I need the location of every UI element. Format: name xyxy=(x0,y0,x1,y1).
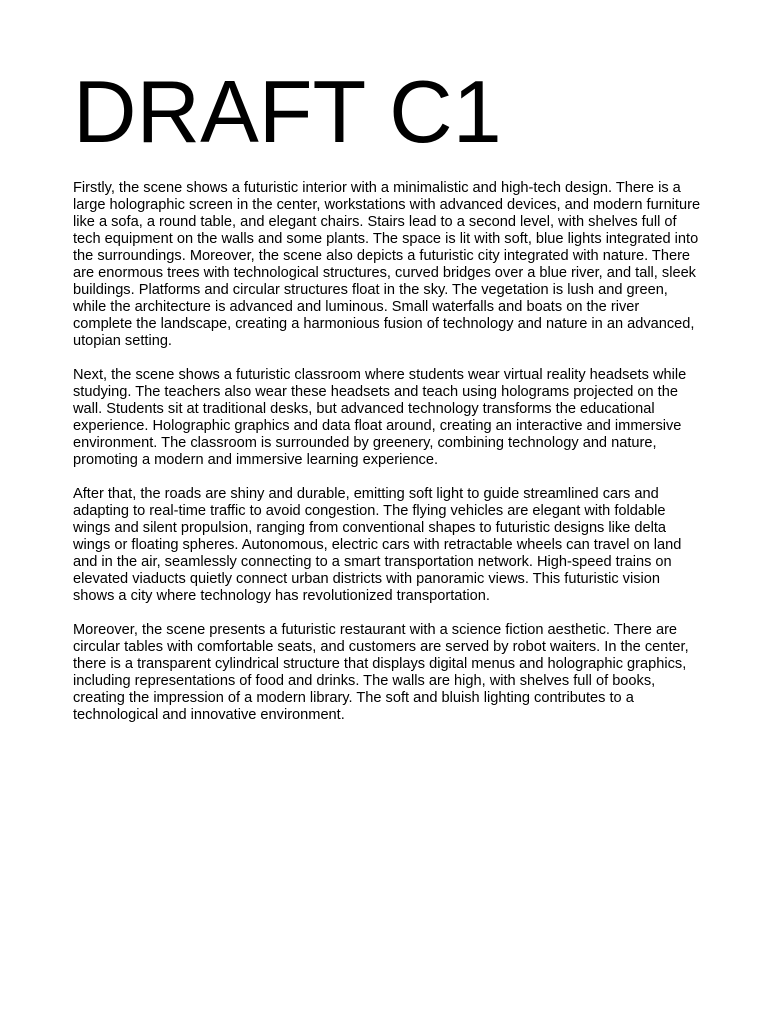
paragraph-classroom: Next, the scene shows a futuristic classroom where students wear virtual reality headsets while studying. The teachers also wear these headsets and teach using holograms projected on the wall. Students sit at traditional desks, but advanced technology transforms the educational experience. Holographic graphics and data float around, creating an interactive and immersive environment. The classroom is surrounded by greenery, combining technology and nature, promoting a modern and immersive learning experience. xyxy=(73,367,687,468)
paragraph-interior-city: Firstly, the scene shows a futuristic interior with a minimalistic and high-tech design. There is a large holographic screen in the center, workstations with advanced devices, and modern furniture like a sofa, a round table, and elegant chairs. Stairs lead to a second level, with shelves full of tech equipment on the walls and some plants. The space is lit with soft, blue lights integrated into the surroundings. Moreover, the scene also depicts a futuristic city integrated with nature. There are enormous trees with technological structures, curved bridges over a blue river, and tall, sleek buildings. Platforms and circular structures float in the sky. The vegetation is lush and green, while the architecture is advanced and luminous. Small waterfalls and boats on the river complete the landscape, creating a harmonious fusion of technology and nature in an advanced, utopian setting. xyxy=(73,180,701,349)
document-title: DRAFT C1 xyxy=(73,62,502,161)
document-body xyxy=(73,180,702,724)
paragraph-transportation: After that, the roads are shiny and durable, emitting soft light to guide streamlined cars and adapting to real-time traffic to avoid congestion. The flying vehicles are elegant with foldable wings and silent propulsion, ranging from conventional shapes to futuristic designs like delta wings or floating spheres. Autonomous, electric cars with retractable wheels can travel on land and in the air, seamlessly connecting to a smart transportation network. High-speed trains on elevated viaducts quietly connect urban districts with panoramic views. This futuristic vision shows a city where technology has revolutionized transportation. xyxy=(73,486,682,604)
paragraph-restaurant: Moreover, the scene presents a futuristic restaurant with a science fiction aesthetic. There are circular tables with comfortable seats, and customers are served by robot waiters. In the center, there is a transparent cylindrical structure that displays digital menus and holographic graphics, including representations of food and drinks. The walls are high, with shelves full of books, creating the impression of a modern library. The soft and bluish lighting contributes to a technological and innovative environment. xyxy=(73,622,689,723)
